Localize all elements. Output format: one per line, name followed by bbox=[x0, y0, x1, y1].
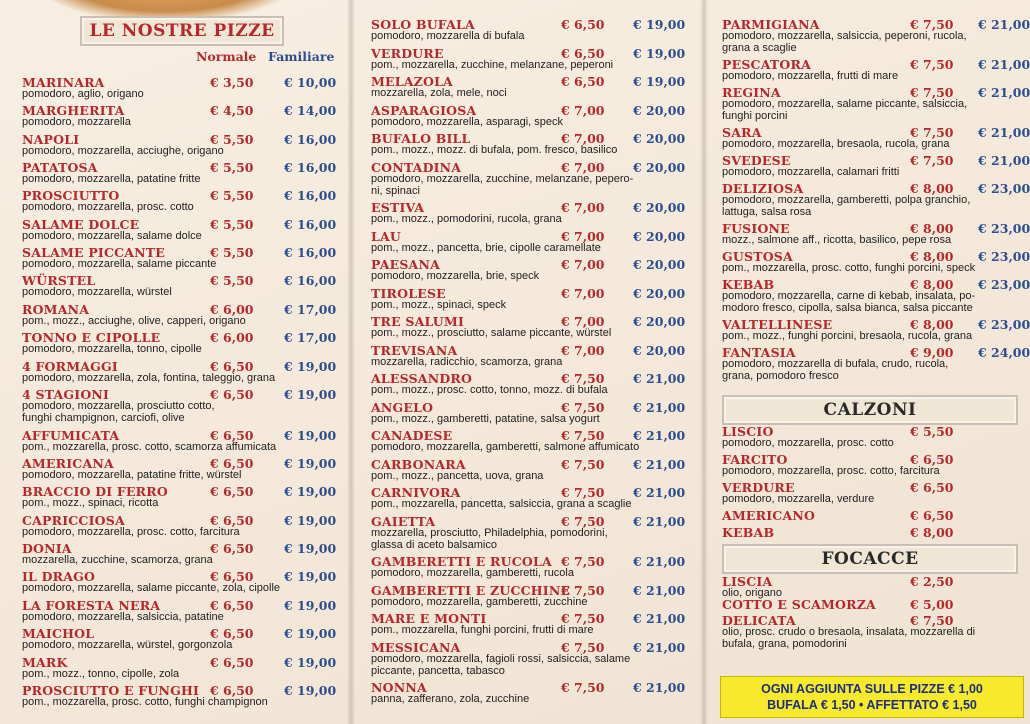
extras-line-1: OGNI AGGIUNTA SULLE PIZZE € 1,00 bbox=[761, 682, 983, 696]
price-normale: € 6,50 bbox=[210, 386, 254, 402]
item-description: pom., mozzarella, funghi porcini, frutti di mare bbox=[371, 624, 594, 636]
item-description: pomodoro, mozzarella, zucchine, melanzane, pepero- bbox=[371, 172, 634, 185]
price-familiare: € 19,00 bbox=[284, 569, 337, 585]
item-description: pomodoro, mozzarella, bresaola, rucola, grana bbox=[722, 138, 950, 150]
item-description: pomodoro, mozzarella, würstel, gorgonzola bbox=[22, 639, 233, 652]
item-description: pom., mozzarella, prosc. cotto, funghi champignon bbox=[22, 695, 268, 708]
item-description: pom., mozz., mozz. di bufala, pom. fresco, basilico bbox=[371, 144, 618, 156]
price-familiare: € 21,00 bbox=[633, 554, 686, 569]
price-normale: € 8,00 bbox=[910, 181, 954, 196]
pizze-panel-2 bbox=[355, 0, 698, 724]
price-normale: € 6,50 bbox=[210, 456, 254, 472]
focacce-title: FOCACCE bbox=[821, 549, 919, 569]
price-familiare: € 19,00 bbox=[284, 541, 337, 557]
focacce-header bbox=[722, 544, 1018, 574]
item-description: pomodoro, mozzarella, gamberetti, rucola bbox=[371, 567, 574, 579]
item-name: MARE E MONTI bbox=[371, 611, 487, 626]
item-name: PARMIGIANA bbox=[722, 17, 820, 32]
price-normale: € 7,50 bbox=[910, 153, 954, 168]
price-familiare: € 21,00 bbox=[633, 611, 686, 626]
price-normale: € 6,50 bbox=[210, 541, 254, 557]
price-normale: € 6,50 bbox=[210, 427, 254, 443]
item-name: MELAZOLA bbox=[371, 74, 453, 89]
fold-line bbox=[347, 0, 355, 724]
item-description: pomodoro, mozzarella, würstel bbox=[22, 286, 172, 299]
price-familiare: € 16,00 bbox=[284, 245, 337, 261]
price-normale: € 7,00 bbox=[561, 285, 605, 301]
item-name: IL DRAGO bbox=[22, 569, 96, 585]
price-familiare: € 21,00 bbox=[978, 17, 1030, 32]
item-name: 4 FORMAGGI bbox=[22, 358, 118, 374]
price-familiare: € 20,00 bbox=[633, 314, 686, 329]
price-familiare: € 21,00 bbox=[978, 125, 1030, 140]
item-name: TIROLESE bbox=[371, 285, 446, 301]
price-familiare: € 19,00 bbox=[284, 386, 337, 402]
price-familiare: € 21,00 bbox=[978, 57, 1030, 72]
price-familiare: € 21,00 bbox=[978, 153, 1030, 168]
item-name: VERDURE bbox=[371, 45, 444, 61]
price-normale: € 7,50 bbox=[910, 613, 954, 628]
price-normale: € 6,50 bbox=[210, 512, 254, 528]
item-name: ROMANA bbox=[22, 301, 90, 317]
familiare-header: Familiare bbox=[268, 49, 335, 64]
price-familiare: € 23,00 bbox=[978, 249, 1030, 264]
item-name: MESSICANA bbox=[371, 639, 461, 655]
item-description: pomodoro, mozzarella, asparagi, speck bbox=[371, 115, 563, 128]
item-name: PROSCIUTTO E FUNGHI bbox=[22, 682, 200, 698]
price-familiare: € 23,00 bbox=[978, 317, 1030, 332]
item-name: DELIZIOSA bbox=[722, 181, 804, 196]
price-familiare: € 23,00 bbox=[978, 277, 1030, 292]
item-description: pomodoro, mozzarella, brie, speck bbox=[371, 270, 540, 282]
item-description: pomodoro, mozzarella, patatine fritte bbox=[22, 173, 201, 186]
item-name: FANTASIA bbox=[722, 345, 796, 360]
item-description: pomodoro, mozzarella, calamari fritti bbox=[722, 166, 900, 178]
fold-line bbox=[700, 0, 708, 724]
price-normale: € 7,50 bbox=[561, 513, 605, 529]
price-normale: € 7,00 bbox=[561, 159, 605, 175]
item-description: grana, pomodoro fresco bbox=[722, 370, 839, 382]
item-description: pomodoro, mozzarella, zola, fontina, taleggio, grana bbox=[22, 371, 276, 384]
price-normale: € 5,50 bbox=[910, 424, 954, 439]
price-familiare: € 23,00 bbox=[978, 221, 1030, 236]
price-normale: € 5,50 bbox=[210, 131, 254, 147]
item-name: AFFUMICATA bbox=[22, 427, 120, 443]
item-name: TREVISANA bbox=[371, 342, 458, 358]
item-name: NAPOLI bbox=[22, 131, 80, 147]
calzoni-header bbox=[722, 395, 1018, 425]
item-description: pomodoro, mozzarella, salame piccante bbox=[22, 258, 217, 271]
price-normale: € 7,50 bbox=[561, 371, 605, 386]
item-name: CAPRICCIOSA bbox=[22, 512, 125, 528]
item-description: olio, origano bbox=[722, 587, 782, 599]
item-name: PATATOSA bbox=[22, 160, 98, 176]
price-normale: € 5,50 bbox=[210, 188, 254, 204]
price-familiare: € 19,00 bbox=[633, 17, 686, 32]
price-normale: € 6,50 bbox=[910, 508, 954, 523]
extras-line-2: BUFALA € 1,50 • AFFETTATO € 1,50 bbox=[767, 698, 977, 712]
item-description: pom., mozz., acciughe, olive, capperi, origano bbox=[22, 314, 246, 327]
price-familiare: € 20,00 bbox=[633, 228, 686, 244]
price-familiare: € 19,00 bbox=[284, 456, 337, 472]
item-description: pomodoro, mozzarella, salame piccante, salsiccia, bbox=[722, 98, 968, 110]
item-name: VALTELLINESE bbox=[722, 317, 833, 332]
item-description: bufala, grana, pomodorini bbox=[722, 638, 847, 650]
price-normale: € 8,00 bbox=[910, 277, 954, 292]
price-familiare: € 21,00 bbox=[633, 371, 686, 386]
item-description: pom., mozzarella, pancetta, salsiccia, grana a scaglie bbox=[371, 498, 632, 510]
price-normale: € 7,00 bbox=[561, 228, 605, 244]
item-description: pomodoro, mozzarella bbox=[22, 116, 131, 129]
item-description: pom., mozzarella, prosc. cotto, funghi porcini, speck bbox=[722, 262, 976, 274]
price-familiare: € 19,00 bbox=[284, 654, 337, 670]
item-name: 4 STAGIONI bbox=[22, 386, 110, 402]
price-familiare: € 21,00 bbox=[633, 639, 686, 655]
price-familiare: € 17,00 bbox=[284, 330, 337, 346]
item-name: CARNIVORA bbox=[371, 485, 461, 500]
item-description: pomodoro, mozzarella, prosciutto cotto, bbox=[22, 399, 215, 412]
item-description: pomodoro, mozzarella di bufala, crudo, rucola, bbox=[722, 358, 949, 370]
price-normale: € 5,50 bbox=[210, 273, 254, 289]
price-normale: € 6,50 bbox=[210, 682, 254, 698]
item-name: MARK bbox=[22, 654, 68, 670]
item-name: FUSIONE bbox=[722, 221, 790, 236]
price-familiare: € 21,00 bbox=[633, 513, 686, 529]
item-name: DELICATA bbox=[722, 613, 796, 628]
item-name: DONIA bbox=[22, 541, 72, 557]
item-name: MARINARA bbox=[22, 75, 105, 90]
price-normale: € 7,50 bbox=[561, 680, 605, 695]
price-familiare: € 21,00 bbox=[633, 582, 686, 598]
item-description: pomodoro, mozzarella, gamberetti, zucchine bbox=[371, 595, 588, 608]
item-description: pomodoro, mozzarella, gamberetti, polpa granchio, bbox=[722, 194, 971, 206]
item-name: PESCATORA bbox=[722, 57, 811, 72]
price-normale: € 7,00 bbox=[561, 131, 605, 146]
price-familiare: € 20,00 bbox=[633, 200, 686, 215]
price-normale: € 8,00 bbox=[910, 249, 954, 264]
item-name: AMERICANO bbox=[722, 508, 816, 523]
price-normale: € 6,50 bbox=[210, 626, 254, 642]
price-normale: € 4,50 bbox=[210, 103, 254, 119]
item-description: mozzarella, zola, mele, noci bbox=[371, 87, 507, 99]
price-familiare: € 21,00 bbox=[978, 85, 1030, 100]
price-normale: € 7,50 bbox=[561, 456, 605, 472]
item-name: SALAME DOLCE bbox=[22, 216, 140, 232]
price-normale: € 8,00 bbox=[910, 317, 954, 332]
item-name: VERDURE bbox=[722, 480, 795, 495]
item-name: GAMBERETTI E ZUCCHINE bbox=[371, 582, 571, 598]
price-normale: € 8,00 bbox=[910, 525, 954, 540]
price-normale: € 7,50 bbox=[561, 428, 605, 443]
item-description: pomodoro, mozzarella, prosc. cotto, farcitura bbox=[722, 465, 940, 477]
price-familiare: € 20,00 bbox=[633, 257, 686, 272]
price-normale: € 2,50 bbox=[910, 574, 954, 589]
price-normale: € 7,00 bbox=[561, 200, 605, 215]
price-familiare: € 24,00 bbox=[978, 345, 1030, 360]
item-name: PAESANA bbox=[371, 257, 440, 272]
price-normale: € 7,50 bbox=[910, 57, 954, 72]
price-normale: € 7,00 bbox=[561, 314, 605, 329]
price-familiare: € 19,00 bbox=[284, 682, 337, 698]
item-description: olio, prosc. crudo o bresaola, insalata, mozzarella di bbox=[722, 626, 976, 638]
item-description: mozzarella, zucchine, scamorza, grana bbox=[22, 554, 213, 567]
item-name: COTTO E SCAMORZA bbox=[722, 597, 876, 612]
price-normale: € 7,00 bbox=[561, 257, 605, 272]
item-description: panna, zafferano, zola, zucchine bbox=[371, 693, 530, 705]
item-name: TRE SALUMI bbox=[371, 314, 464, 329]
price-normale: € 6,50 bbox=[210, 569, 254, 585]
item-description: pom., mozz., gamberetti, patatine, salsa yogurt bbox=[371, 412, 600, 425]
price-familiare: € 21,00 bbox=[633, 456, 686, 472]
item-name: ALESSANDRO bbox=[371, 371, 473, 386]
item-description: pomodoro, mozzarella di bufala bbox=[371, 30, 525, 42]
item-name: ESTIVA bbox=[371, 200, 425, 215]
item-name: PROSCIUTTO bbox=[22, 188, 120, 204]
item-name: LA FORESTA NERA bbox=[22, 597, 161, 613]
item-description: pomodoro, mozzarella, tonno, cipolle bbox=[22, 343, 202, 356]
item-description: pomodoro, mozzarella, patatine fritte, würstel bbox=[22, 469, 242, 482]
item-description: pom., mozz., prosc. cotto, tonno, mozz. di bufala bbox=[371, 384, 608, 396]
item-description: mozz., salmone aff., ricotta, basilico, pepe rosa bbox=[722, 234, 952, 246]
item-description: pom., mozz., spinaci, speck bbox=[371, 298, 507, 311]
price-familiare: € 10,00 bbox=[284, 75, 337, 90]
item-description: pomodoro, mozzarella, gamberetti, salmone affumicato bbox=[371, 441, 640, 453]
price-familiare: € 21,00 bbox=[633, 485, 686, 500]
price-normale: € 6,00 bbox=[210, 330, 254, 346]
price-normale: € 5,50 bbox=[210, 245, 254, 261]
item-description: pom., mozz., pomodorini, rucola, grana bbox=[371, 213, 562, 225]
price-familiare: € 21,00 bbox=[633, 680, 686, 695]
item-description: glassa di aceto balsamico bbox=[371, 538, 497, 551]
item-name: SALAME PICCANTE bbox=[22, 245, 166, 261]
item-description: funghi champignon, carciofi, olive bbox=[22, 412, 185, 425]
item-name: KEBAB bbox=[722, 525, 775, 540]
item-description: pomodoro, mozzarella, prosc. cotto bbox=[22, 201, 194, 214]
price-normale: € 6,50 bbox=[210, 358, 254, 374]
price-familiare: € 20,00 bbox=[633, 342, 686, 358]
item-description: pomodoro, mozzarella, acciughe, origano bbox=[22, 144, 224, 157]
price-familiare: € 16,00 bbox=[284, 216, 337, 232]
price-familiare: € 19,00 bbox=[633, 74, 686, 89]
item-name: KEBAB bbox=[722, 277, 775, 292]
item-name: CANADESE bbox=[371, 428, 453, 443]
item-name: FARCITO bbox=[722, 452, 788, 467]
price-familiare: € 19,00 bbox=[633, 45, 686, 61]
price-normale: € 7,50 bbox=[561, 399, 605, 415]
price-normale: € 7,50 bbox=[910, 125, 954, 140]
price-familiare: € 16,00 bbox=[284, 131, 337, 147]
price-normale: € 8,00 bbox=[910, 221, 954, 236]
price-familiare: € 19,00 bbox=[284, 597, 337, 613]
price-familiare: € 17,00 bbox=[284, 301, 337, 317]
price-familiare: € 14,00 bbox=[284, 103, 337, 119]
item-name: AMERICANA bbox=[22, 456, 114, 472]
pizze-panel-3 bbox=[708, 0, 1030, 724]
price-normale: € 5,50 bbox=[210, 216, 254, 232]
price-familiare: € 19,00 bbox=[284, 427, 337, 443]
pizze-title: LE NOSTRE PIZZE bbox=[89, 21, 275, 41]
price-familiare: € 16,00 bbox=[284, 160, 337, 176]
item-name: ANGELO bbox=[371, 399, 434, 415]
item-name: TONNO E CIPOLLE bbox=[22, 330, 161, 346]
item-description: pomodoro, mozzarella, prosc. cotto, farcitura bbox=[22, 525, 240, 538]
price-normale: € 7,50 bbox=[561, 639, 605, 655]
price-familiare: € 19,00 bbox=[284, 484, 337, 500]
item-name: SARA bbox=[722, 125, 762, 140]
price-familiare: € 20,00 bbox=[633, 285, 686, 301]
price-familiare: € 21,00 bbox=[633, 428, 686, 443]
price-familiare: € 20,00 bbox=[633, 102, 686, 118]
item-name: GAIETTA bbox=[371, 513, 436, 529]
item-name: GAMBERETTI E RUCOLA bbox=[371, 554, 552, 569]
item-description: pomodoro, mozzarella, salame piccante, zola, cipolle bbox=[22, 582, 281, 595]
item-name: GUSTOSA bbox=[722, 249, 793, 264]
price-normale: € 7,50 bbox=[561, 611, 605, 626]
item-description: pom., mozzarella, prosc. cotto, scamorza affumicata bbox=[22, 440, 277, 453]
price-normale: € 7,00 bbox=[561, 342, 605, 358]
item-description: pomodoro, mozzarella, salsiccia, patatine bbox=[22, 610, 224, 623]
item-name: SVEDESE bbox=[722, 153, 791, 168]
price-normale: € 6,50 bbox=[210, 484, 254, 500]
item-name: MARGHERITA bbox=[22, 103, 125, 119]
item-description: pomodoro, mozzarella, salsiccia, peperoni, rucola, bbox=[722, 30, 967, 42]
item-description: ni, spinaci bbox=[371, 184, 420, 197]
item-name: LAU bbox=[371, 228, 401, 244]
calzoni-title: CALZONI bbox=[823, 400, 917, 420]
price-normale: € 7,50 bbox=[910, 17, 954, 32]
item-name: BUFALO BILL bbox=[371, 131, 471, 146]
item-name: REGINA bbox=[722, 85, 781, 100]
pizze-panel-1 bbox=[0, 0, 346, 724]
item-name: CARBONARA bbox=[371, 456, 466, 472]
price-normale: € 6,50 bbox=[561, 17, 605, 32]
price-normale: € 6,50 bbox=[910, 480, 954, 495]
item-name: LISCIA bbox=[722, 574, 773, 589]
item-description: pom., mozz., spinaci, ricotta bbox=[22, 497, 159, 510]
price-familiare: € 21,00 bbox=[633, 399, 686, 415]
price-normale: € 6,50 bbox=[910, 452, 954, 467]
item-description: modoro fresco, cipolla, salsa bianca, salsa piccante bbox=[722, 302, 973, 314]
price-familiare: € 23,00 bbox=[978, 181, 1030, 196]
item-description: pom., mozz., pancetta, brie, cipolle caramellate bbox=[371, 241, 601, 254]
price-normale: € 6,50 bbox=[561, 45, 605, 61]
item-description: pomodoro, mozzarella, salame dolce bbox=[22, 229, 202, 242]
item-description: pomodoro, mozzarella, frutti di mare bbox=[722, 70, 899, 82]
price-normale: € 6,00 bbox=[210, 301, 254, 317]
price-normale: € 5,00 bbox=[910, 597, 954, 612]
price-familiare: € 20,00 bbox=[633, 131, 686, 146]
item-name: CONTADINA bbox=[371, 159, 462, 175]
item-description: pomodoro, mozzarella, carne di kebab, insalata, po- bbox=[722, 290, 976, 302]
item-name: ASPARAGIOSA bbox=[371, 102, 477, 118]
price-normale: € 7,50 bbox=[561, 582, 605, 598]
item-name: BRACCIO DI FERRO bbox=[22, 484, 168, 500]
item-description: grana a scaglie bbox=[722, 42, 797, 54]
item-name: WÜRSTEL bbox=[22, 273, 96, 289]
item-description: mozzarella, radicchio, scamorza, grana bbox=[371, 355, 563, 368]
item-description: pom., mozzarella, zucchine, melanzane, peperoni bbox=[371, 58, 614, 71]
item-name: NONNA bbox=[371, 680, 427, 695]
price-familiare: € 16,00 bbox=[284, 273, 337, 289]
price-familiare: € 19,00 bbox=[284, 512, 337, 528]
price-normale: € 3,50 bbox=[210, 75, 254, 90]
price-familiare: € 16,00 bbox=[284, 188, 337, 204]
price-normale: € 5,50 bbox=[210, 160, 254, 176]
item-description: lattuga, salsa rosa bbox=[722, 206, 812, 218]
item-name: SOLO BUFALA bbox=[371, 17, 475, 32]
price-normale: € 6,50 bbox=[210, 654, 254, 670]
item-name: MAICHOL bbox=[22, 626, 95, 642]
item-description: pomodoro, mozzarella, verdure bbox=[722, 493, 875, 505]
price-normale: € 7,00 bbox=[561, 102, 605, 118]
item-description: piccante, pancetta, tabasco bbox=[371, 664, 505, 677]
item-description: pom., mozz., pancetta, uova, grana bbox=[371, 469, 544, 482]
price-familiare: € 19,00 bbox=[284, 358, 337, 374]
item-description: pom., mozz., funghi porcini, bresaola, rucola, grana bbox=[722, 330, 973, 342]
price-normale: € 7,50 bbox=[561, 485, 605, 500]
price-familiare: € 19,00 bbox=[284, 626, 337, 642]
price-familiare: € 20,00 bbox=[633, 159, 686, 175]
item-description: pomodoro, aglio, origano bbox=[22, 88, 144, 100]
price-normale: € 6,50 bbox=[561, 74, 605, 89]
price-normale: € 7,50 bbox=[561, 554, 605, 569]
item-name: LISCIO bbox=[722, 424, 774, 439]
extras-notice bbox=[720, 676, 1024, 718]
price-normale: € 7,50 bbox=[910, 85, 954, 100]
item-description: pomodoro, mozzarella, prosc. cotto bbox=[722, 437, 894, 449]
item-description: pomodoro, mozzarella, fagioli rossi, salsiccia, salame bbox=[371, 652, 631, 665]
price-normale: € 6,50 bbox=[210, 597, 254, 613]
price-normale: € 9,00 bbox=[910, 345, 954, 360]
item-description: pom., mozz., prosciutto, salame piccante, würstel bbox=[371, 327, 612, 339]
item-description: mozzarella, prosciutto, Philadelphia, pomodorini, bbox=[371, 526, 608, 539]
item-description: pom., mozz., tonno, cipolle, zola bbox=[22, 667, 180, 680]
item-description: funghi porcini bbox=[722, 110, 788, 122]
normale-header: Normale bbox=[196, 49, 257, 64]
pizze-header bbox=[80, 16, 284, 46]
